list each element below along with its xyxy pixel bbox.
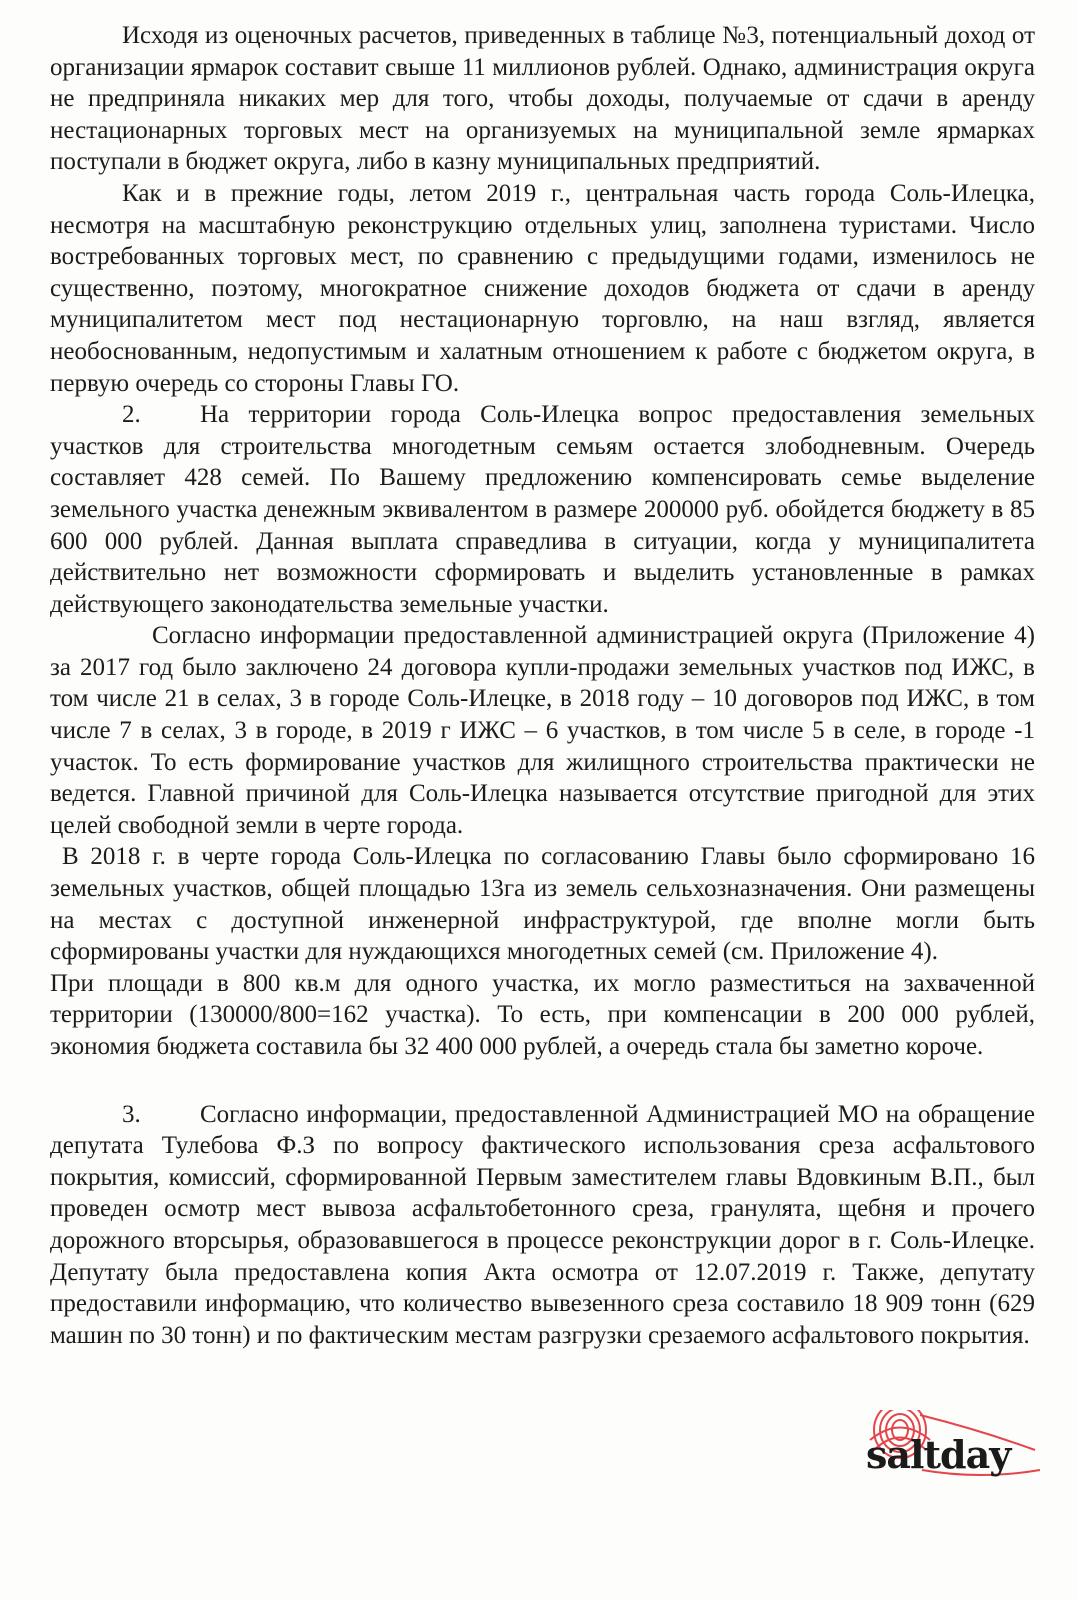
paragraph-summer-2019: Как и в прежние годы, летом 2019 г., центральная часть города Соль-Илецка, несмотря на масштабную реконструкцию отдельных улиц, заполнена туристами. Число востребованных торговых мест, по сравнению с предыдущими годами, изменилось не существенно, поэтому, многократное снижение доходов бюджета от сдачи в аренду муниципалитетом мест под нестационарную торговлю, на наш взгляд, является необоснованным, недопустимым и халатным отношением к работе с бюджетом округа, в первую очередь со стороны Главы ГО. xyxy=(50,179,1035,397)
item-number-3: 3. xyxy=(122,1100,141,1128)
paragraph-contracts: Согласно информации предоставленной администрацией округа (Приложение 4) за 2017 год было заключено 24 договора купли-продажи земельных участков под ИЖС, в том числе 21 в селах, 3 в городе Соль-Илецке, в 2018 году – 10 договоров под ИЖС, в том числе 7 в селах, 3 в городе, в 2019 г ИЖС – 6 участков, в том числе 5 в селе, в городе -1 участок. То есть формирование участков для жилищного строительства практически не ведется. Главной причиной для Соль-Илецка называется отсутствие пригодной для этих целей свободной земли в черте города. xyxy=(50,622,1035,839)
paragraph-item-3-text: Согласно информации, предоставленной Администрацией МО на обращение депутата Тулебова Ф.З по вопросу фактического использования среза асфальтового покрытия, комиссий, сформированной Первым заместителем главы Вдовкиным В.П., был проведен осмотр мест вывоза асфальтобетонного среза, гранулята, щебня и прочего дорожного вторсырья, образовавшегося в процессе реконструкции дорог в г. Соль-Илецке. Депутату была предоставлена копия Акта осмотра от 12.07.2019 г. Также, депутату предоставили информацию, что количество вывезенного среза составило 18 909 тонн (629 машин по 30 тонн) и по фактическим местам разгрузки срезаемого асфальтового покрытия. xyxy=(50,1100,1035,1349)
saltday-logo-text: saltday xyxy=(866,1432,1011,1477)
paragraph-fairs-income: Исходя из оценочных расчетов, приведенных в таблице №3, потенциальный доход от организации ярмарок составит свыше 11 миллионов рублей. Однако, администрация округа не предприняла никаких мер для того, чтобы доходы, получаемые от сдачи в аренду нестационарных торговых мест на организуемых на муниципальной земле ярмарках поступали в бюджет округа, либо в казну муниципальных предприятий. xyxy=(50,22,1035,176)
paragraph-item-3 xyxy=(50,1099,1035,1352)
paragraph-2018-plots: В 2018 г. в черте города Соль-Илецка по согласованию Главы было сформировано 16 земельных участков, общей площадью 13га из земель сельхозназначения. Они размещены на местах с доступной инженерной инфраструктурой, где вполне могли быть сформированы участки для нуждающихся многодетных семей (см. Приложение 4). xyxy=(50,843,1035,966)
paragraph-area-calculation: При площади в 800 кв.м для одного участка, их могло разместиться на захваченной территории (130000/800=162 участка). То есть, при компенсации в 200 000 рублей, экономия бюджета составила бы 32 400 000 рублей, а очередь стала бы заметно короче. xyxy=(50,969,1035,1060)
document-body xyxy=(50,20,1035,1351)
paragraph-gap xyxy=(50,1063,1035,1099)
item-number-2: 2. xyxy=(122,401,141,429)
paragraph-item-2 xyxy=(50,399,1035,620)
paragraph-item-2-text: На территории города Соль-Илецка вопрос предоставления земельных участков для строительства многодетным семьям остается злободневным. Очередь составляет 428 семей. По Вашему предложению компенсировать семье выделение земельного участка денежным эквивалентом в размере 200000 руб. обойдется бюджету в 85 600 000 рублей. Данная выплата справедлива в ситуации, когда у муниципалитета действительно нет возможности сформировать и выделить установленные в рамках действующего законодательства земельные участки. xyxy=(50,401,1035,618)
